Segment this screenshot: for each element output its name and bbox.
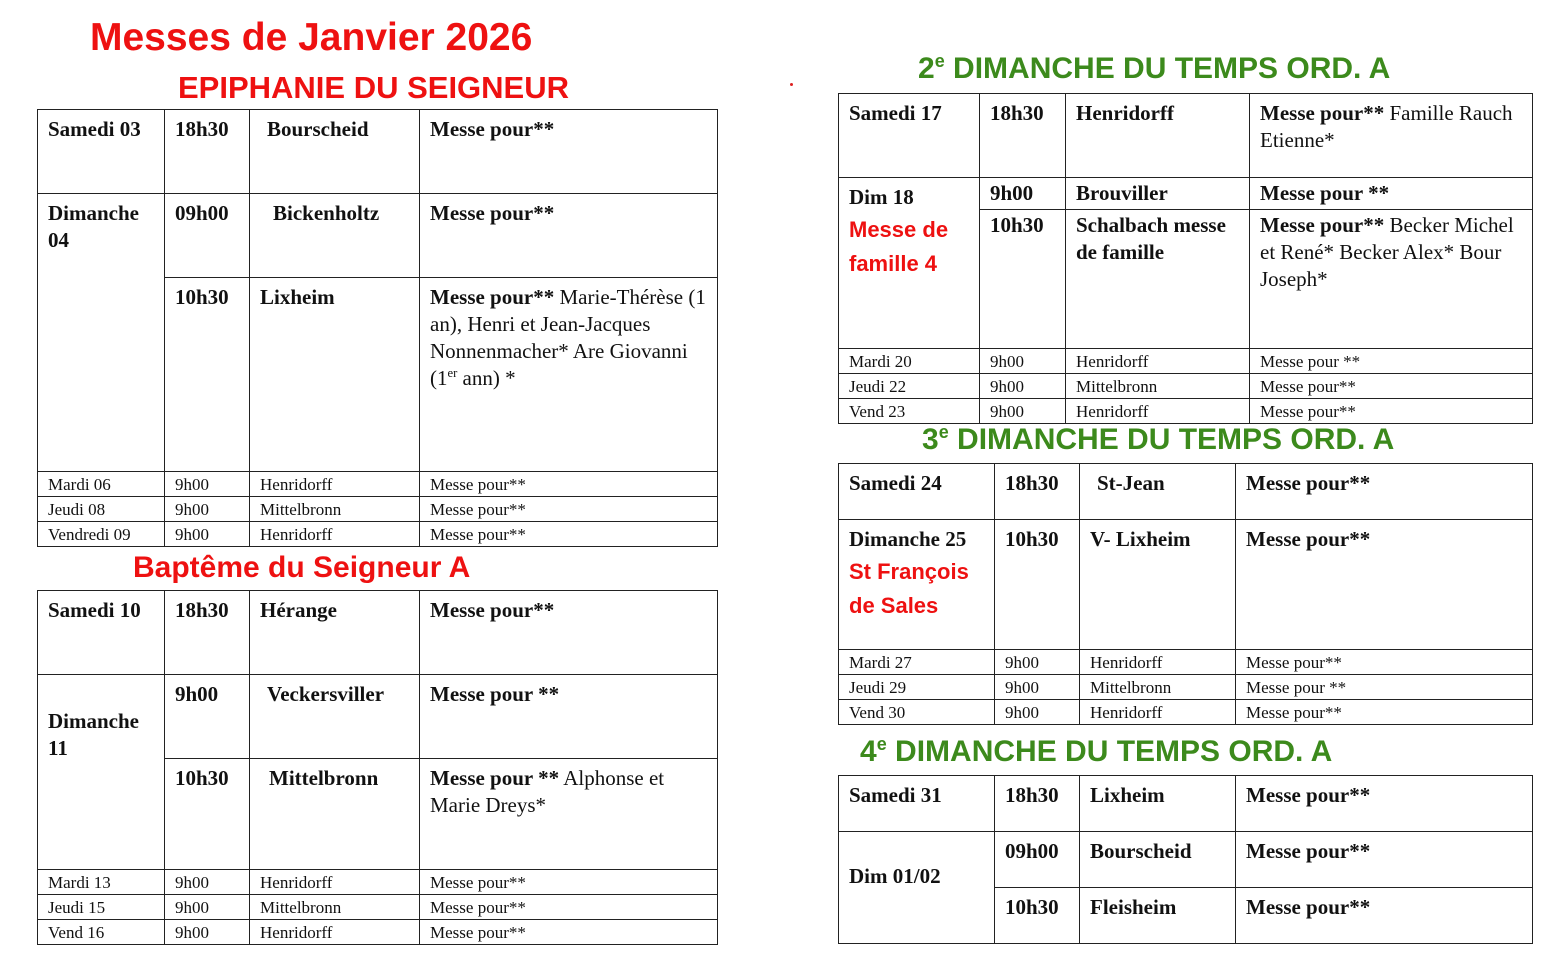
day-cell: Dim 01/02	[839, 832, 995, 944]
time-cell: 10h30	[165, 278, 250, 472]
schedule-table-bapteme	[37, 590, 718, 945]
table-row	[38, 194, 718, 278]
time-cell: 9h00	[165, 472, 250, 497]
schedule-table-dim3	[838, 463, 1533, 725]
time-cell: 9h00	[980, 374, 1066, 399]
intention-cell: Messe pour**	[420, 895, 718, 920]
time-cell: 10h30	[995, 520, 1080, 650]
day-cell: Jeudi 08	[38, 497, 165, 522]
place-cell: Mittelbronn	[250, 759, 420, 870]
time-cell: 18h30	[980, 94, 1066, 178]
time-cell: 18h30	[995, 464, 1080, 520]
intention-cell: Messe pour**	[1236, 888, 1533, 944]
place-cell: Brouviller	[1066, 178, 1250, 210]
time-cell: 10h30	[995, 888, 1080, 944]
intention-cell: Messe pour **	[1250, 349, 1533, 374]
place-cell: Mittelbronn	[250, 895, 420, 920]
table-row	[839, 94, 1533, 178]
table-row	[38, 522, 718, 547]
intention-cell: Messe pour**	[1250, 399, 1533, 424]
section-title-dim2: 2e DIMANCHE DU TEMPS ORD. A	[918, 51, 1391, 85]
place-cell: Henridorff	[1080, 700, 1236, 725]
place-cell: St-Jean	[1080, 464, 1236, 520]
place-cell: Fleisheim	[1080, 888, 1236, 944]
table-row	[38, 920, 718, 945]
intention-cell: Messe pour**	[1236, 650, 1533, 675]
day-cell: Dimanche 04	[38, 194, 165, 472]
time-cell: 18h30	[165, 110, 250, 194]
intention-cell: Messe pour **	[1236, 675, 1533, 700]
intention-cell: Messe pour**	[420, 497, 718, 522]
time-cell: 9h00	[165, 920, 250, 945]
time-cell: 18h30	[995, 776, 1080, 832]
table-row	[839, 178, 1533, 210]
day-cell: Vend 23	[839, 399, 980, 424]
place-cell: Henridorff	[1066, 399, 1250, 424]
table-row	[839, 832, 1533, 888]
day-cell: Jeudi 15	[38, 895, 165, 920]
place-cell: Henridorff	[250, 522, 420, 547]
table-row	[38, 591, 718, 675]
day-note: St François de Sales	[849, 559, 969, 618]
table-row	[839, 650, 1533, 675]
intention-cell: Messe pour**	[1250, 374, 1533, 399]
intention-cell: Messe pour**	[420, 110, 718, 194]
table-row	[38, 895, 718, 920]
intention-cell: Messe pour**	[420, 194, 718, 278]
section-title-dim3: 3e DIMANCHE DU TEMPS ORD. A	[922, 422, 1395, 456]
day-cell: Dimanche 11	[38, 675, 165, 870]
intention-cell: Messe pour**	[420, 522, 718, 547]
place-cell: Henridorff	[1066, 94, 1250, 178]
intention-cell: Messe pour** Becker Michel et René* Becker Alex* Bour Joseph*	[1250, 210, 1533, 349]
time-cell: 9h00	[980, 178, 1066, 210]
place-cell: Henridorff	[1080, 650, 1236, 675]
day-cell: Vend 30	[839, 700, 995, 725]
table-row	[839, 349, 1533, 374]
section-title-bapteme: Baptême du Seigneur A	[133, 551, 471, 584]
day-cell: Mardi 06	[38, 472, 165, 497]
table-row	[38, 675, 718, 759]
day-cell: Dim 18 Messe de famille 4	[839, 178, 980, 349]
time-cell: 9h00	[165, 870, 250, 895]
day-cell: Vend 16	[38, 920, 165, 945]
intention-cell: Messe pour** Famille Rauch Etienne*	[1250, 94, 1533, 178]
schedule-table-epiphanie	[37, 109, 718, 547]
time-cell: 10h30	[165, 759, 250, 870]
day-cell: Mardi 13	[38, 870, 165, 895]
time-cell: 09h00	[165, 194, 250, 278]
stray-dot	[790, 83, 793, 86]
time-cell: 9h00	[995, 700, 1080, 725]
intention-cell: Messe pour**	[1236, 776, 1533, 832]
time-cell: 9h00	[980, 349, 1066, 374]
day-cell: Mardi 20	[839, 349, 980, 374]
table-row	[839, 374, 1533, 399]
time-cell: 9h00	[165, 497, 250, 522]
day-cell: Samedi 17	[839, 94, 980, 178]
place-cell: Bickenholtz	[250, 194, 420, 278]
intention-cell: Messe pour** Marie-Thérèse (1 an), Henri et Jean-Jacques Nonnenmacher* Are Giovanni (1er ann) *	[420, 278, 718, 472]
place-cell: Henridorff	[250, 870, 420, 895]
day-note: Messe de famille 4	[849, 217, 949, 276]
schedule-table-dim4	[838, 775, 1533, 944]
table-row	[38, 497, 718, 522]
day-cell: Vendredi 09	[38, 522, 165, 547]
day-cell: Mardi 27	[839, 650, 995, 675]
place-cell: Lixheim	[250, 278, 420, 472]
time-cell: 9h00	[165, 522, 250, 547]
time-cell: 10h30	[980, 210, 1066, 349]
intention-cell: Messe pour**	[1236, 700, 1533, 725]
time-cell: 9h00	[995, 650, 1080, 675]
intention-cell: Messe pour**	[420, 591, 718, 675]
day-cell: Samedi 10	[38, 591, 165, 675]
intention-cell: Messe pour**	[1236, 520, 1533, 650]
intention-cell: Messe pour**	[420, 472, 718, 497]
place-cell: Hérange	[250, 591, 420, 675]
place-cell: Veckersviller	[250, 675, 420, 759]
table-row	[38, 472, 718, 497]
place-cell: Bourscheid	[1080, 832, 1236, 888]
day-cell: Samedi 31	[839, 776, 995, 832]
table-row	[839, 776, 1533, 832]
intention-cell: Messe pour**	[1236, 464, 1533, 520]
place-cell: Henridorff	[1066, 349, 1250, 374]
intention-cell: Messe pour**	[420, 870, 718, 895]
time-cell: 9h00	[165, 675, 250, 759]
section-title-epiphanie: EPIPHANIE DU SEIGNEUR	[178, 70, 570, 105]
intention-cell: Messe pour**	[420, 920, 718, 945]
day-cell: Samedi 24	[839, 464, 995, 520]
schedule-table-dim2	[838, 93, 1533, 424]
table-row	[839, 464, 1533, 520]
time-cell: 09h00	[995, 832, 1080, 888]
day-cell: Dimanche 25 St François de Sales	[839, 520, 995, 650]
time-cell: 18h30	[165, 591, 250, 675]
table-row	[839, 700, 1533, 725]
place-cell: Mittelbronn	[1066, 374, 1250, 399]
time-cell: 9h00	[980, 399, 1066, 424]
place-cell: Henridorff	[250, 920, 420, 945]
place-cell: V- Lixheim	[1080, 520, 1236, 650]
intention-cell: Messe pour ** Alphonse et Marie Dreys*	[420, 759, 718, 870]
table-row	[38, 870, 718, 895]
table-row	[839, 399, 1533, 424]
page-title: Messes de Janvier 2026	[90, 16, 533, 59]
day-cell: Jeudi 22	[839, 374, 980, 399]
place-cell: Bourscheid	[250, 110, 420, 194]
place-cell: Mittelbronn	[250, 497, 420, 522]
intention-cell: Messe pour **	[420, 675, 718, 759]
time-cell: 9h00	[995, 675, 1080, 700]
section-title-dim4: 4e DIMANCHE DU TEMPS ORD. A	[860, 734, 1333, 768]
table-row	[839, 675, 1533, 700]
place-cell: Mittelbronn	[1080, 675, 1236, 700]
place-cell: Lixheim	[1080, 776, 1236, 832]
intention-cell: Messe pour **	[1250, 178, 1533, 210]
intention-cell: Messe pour**	[1236, 832, 1533, 888]
table-row	[38, 110, 718, 194]
table-row	[839, 520, 1533, 650]
day-cell: Samedi 03	[38, 110, 165, 194]
place-cell: Henridorff	[250, 472, 420, 497]
day-cell: Jeudi 29	[839, 675, 995, 700]
place-cell: Schalbach messe de famille	[1066, 210, 1250, 349]
time-cell: 9h00	[165, 895, 250, 920]
